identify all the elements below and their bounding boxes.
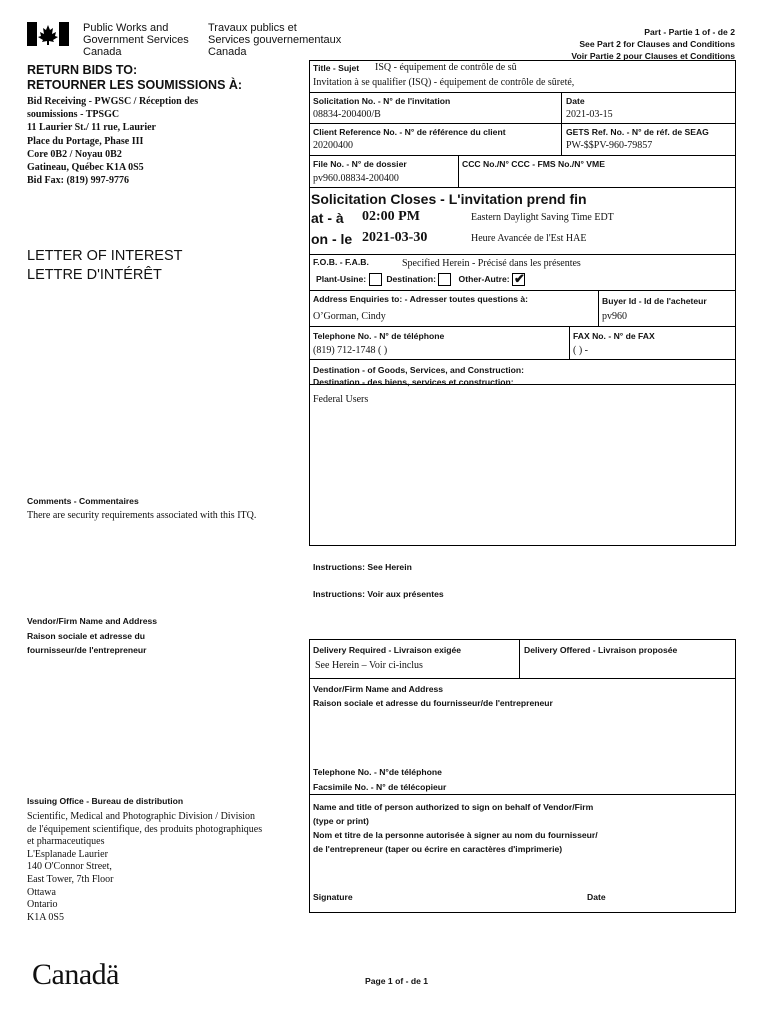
destination-checkbox[interactable] <box>438 273 451 286</box>
delivery-offered-label: Delivery Offered - Livraison proposée <box>524 645 678 655</box>
return-bids-heading <box>27 63 242 93</box>
vendor-left-label: Vendor/Firm Name and Address Raison sociale et adresse du fournisseur/de l'entrepreneur <box>27 616 158 655</box>
file-no-label: File No. - N° de dossier <box>313 159 407 169</box>
date-value: 2021-03-15 <box>566 109 613 120</box>
fax-value: ( ) - <box>573 345 588 356</box>
buyer-id-label: Buyer Id - Id de l'acheteur <box>602 296 707 306</box>
canada-wordmark: Canadä <box>32 958 119 991</box>
closing-heading: Solicitation Closes - L'invitation prend fin <box>311 191 587 207</box>
issuing-office-label: Issuing Office - Bureau de distribution <box>27 796 184 806</box>
closing-date: 2021-03-30 <box>362 230 428 245</box>
document-title-fr: LETTRE D'INTÉRÊT <box>27 267 162 283</box>
fob-value: Specified Herein - Précisé dans les présentes <box>402 258 581 269</box>
department-name-fr: Travaux publics et Services gouvernementaux Canada <box>208 22 342 58</box>
telephone-label: Telephone No. - N° de téléphone <box>313 331 445 341</box>
delivery-required-label: Delivery Required - Livraison exigée <box>313 645 462 655</box>
vendor-box-label: Vendor/Firm Name and Address Raison sociale et adresse du fournisseur/de l'entrepreneur <box>313 684 553 708</box>
part-line-1: Part - Partie 1 of - de 2 <box>644 27 735 37</box>
title-value: ISQ - équipement de contrôle de sû <box>375 62 517 73</box>
instructions-fr: Instructions: Voir aux présentes <box>313 589 444 599</box>
part-indicator <box>571 26 735 62</box>
ccc-no-label: CCC No./N° CCC - FMS No./N° VME <box>462 159 605 169</box>
fob-options <box>316 273 525 286</box>
plant-label: Plant-Usine: <box>316 273 367 284</box>
address-enquiries-label: Address Enquiries to: - Adresser toutes questions à: <box>313 294 529 304</box>
part-line-3: Voir Partie 2 pour Clauses et Conditions <box>571 51 735 61</box>
other-checkbox[interactable]: ✔ <box>514 271 525 286</box>
signature-label: Signature <box>313 892 353 902</box>
comments-label: Comments - Commentaires <box>27 496 139 506</box>
part-line-2: See Part 2 for Clauses and Conditions <box>579 39 735 49</box>
buyer-id-value: pv960 <box>602 311 627 322</box>
date-label: Date <box>566 96 585 106</box>
closing-on-label: on - le <box>311 231 353 247</box>
gets-ref-label: GETS Ref. No. - N° de réf. de SEAG <box>566 127 709 137</box>
department-name-en: Public Works and Government Services Canada <box>83 22 189 58</box>
destination-checkbox-label: Destination: <box>386 273 436 284</box>
issuing-office-text: Scientific, Medical and Photographic Division / Division de l'équipement scientifique, des produits photographiques et pharmaceutiques L'Esplanade Laurier 140 O'Connor Street, East Tower, 7th Floor Ottawa Ontario K1A 0S5 <box>27 811 263 923</box>
client-ref-value: 20200400 <box>313 140 353 151</box>
fax-label: FAX No. - N° de FAX <box>573 331 655 341</box>
gets-ref-value: PW-$$PV-960-79857 <box>566 140 653 151</box>
document-title <box>27 247 183 285</box>
telephone-value: (819) 712-1748 ( ) <box>313 345 388 356</box>
destination-value: Federal Users <box>313 394 369 405</box>
canada-flag-icon <box>27 22 69 46</box>
closing-tz-fr: Heure Avancée de l'Est HAE <box>471 233 587 244</box>
fob-label: F.O.B. - F.A.B. <box>313 257 369 267</box>
vendor-telephone-label: Telephone No. - N°de téléphone <box>313 767 442 777</box>
file-no-value: pv960.08834-200400 <box>313 173 399 184</box>
return-bids-heading-fr: RETOURNER LES SOUMISSIONS À: <box>27 78 243 92</box>
plant-checkbox[interactable] <box>369 273 382 286</box>
closing-at-label: at - à <box>311 210 344 226</box>
document-title-en: LETTER OF INTEREST <box>27 248 183 264</box>
instructions-en: Instructions: See Herein <box>313 562 412 572</box>
vendor-fax-label: Facsimile No. - N° de télécopieur <box>313 782 447 792</box>
signature-date-label: Date <box>587 892 606 902</box>
destination-label: Destination - of Goods, Services, and Construction: Destination - des biens, services et construction: <box>313 365 525 387</box>
solicitation-no-label: Solicitation No. - N° de l'invitation <box>313 96 451 106</box>
title-value-fr: Invitation à se qualifier (ISQ) - équipement de contrôle de sûreté, <box>313 77 575 88</box>
solicitation-no-value: 08834-200400/B <box>313 109 381 120</box>
return-bids-heading-en: RETURN BIDS TO: <box>27 63 138 77</box>
delivery-required-value: See Herein – Voir ci-inclus <box>315 660 423 671</box>
address-enquiries-value: O’Gorman, Cindy <box>313 311 386 322</box>
page-number: Page 1 of - de 1 <box>365 976 429 986</box>
destination-box <box>309 359 736 546</box>
title-label: Title - Sujet <box>313 63 360 73</box>
authorized-person-label: Name and title of person authorized to sign on behalf of Vendor/Firm (type or print) Nom et titre de la personne autorisée à signer au nom du fournisseur/ de l'entrepreneur (taper ou écrire en caractères d'imprimerie) <box>313 802 598 854</box>
closing-time: 02:00 PM <box>362 209 420 224</box>
closing-tz-en: Eastern Daylight Saving Time EDT <box>471 212 614 223</box>
other-label: Other-Autre: <box>458 273 510 284</box>
client-ref-label: Client Reference No. - N° de référence du client <box>313 127 506 137</box>
return-bids-address: Bid Receiving - PWGSC / Réception des soumissions - TPSGC 11 Laurier St./ 11 rue, Laurier Place du Portage, Phase III Core 0B2 / Noyau 0B2 Gatineau, Québec K1A 0S5 Bid Fax: (819) 997-9776 <box>27 96 199 187</box>
comments-text: There are security requirements associated with this ITQ. <box>27 510 257 521</box>
